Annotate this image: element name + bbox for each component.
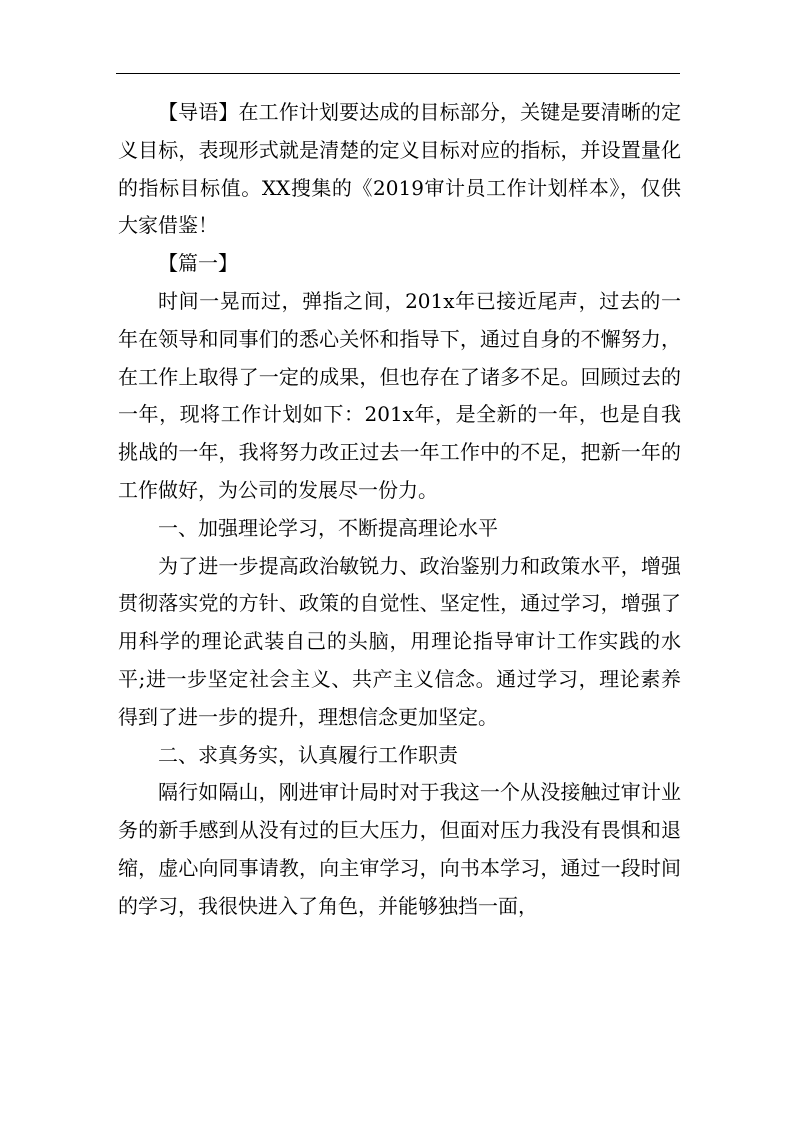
header-rule: [116, 73, 680, 74]
section-heading-part-one: 【篇一】: [158, 251, 238, 276]
body-paragraph: 时间一晃而过，弹指之间，201x年已接近尾声，过去的一年在领导和同事们的悉心关怀和指导下，通过自身的不懈努力，在工作上取得了一定的成果，但也存在了诸多不足。回顾过去的一年，现将工作计划如下：201x年，是全新的一年，也是自我挑战的一年，我将努力改正过去一年工作中的不足，把新一年的工作做好，为公司的发展尽一份力。: [118, 288, 681, 502]
body-paragraph: 为了进一步提高政治敏锐力、政治鉴别力和政策水平，增强贯彻落实党的方针、政策的自觉性、坚定性，通过学习，增强了用科学的理论武装自己的头脑，用理论指导审计工作实践的水平;进一步坚定社会主义、共产主义信念。通过学习，理论素养得到了进一步的提升，理想信念更加坚定。: [118, 553, 681, 729]
body-paragraph: 隔行如隔山，刚进审计局时对于我这一个从没接触过审计业务的新手感到从没有过的巨大压力，但面对压力我没有畏惧和退缩，虚心向同事请教，向主审学习，向书本学习，通过一段时间的学习，我很快进入了角色，并能够独挡一面，: [118, 780, 681, 918]
intro-paragraph: 【导语】在工作计划要达成的目标部分，关键是要清晰的定义目标，表现形式就是清楚的定义目标对应的指标，并设置量化的指标目标值。XX搜集的《2019审计员工作计划样本》，仅供大家借鉴！: [118, 100, 681, 238]
document-body: [118, 94, 681, 926]
section-heading-duties: 二、求真务实，认真履行工作职责: [158, 742, 458, 767]
section-heading-theory-study: 一、加强理论学习，不断提高理论水平: [158, 515, 498, 540]
